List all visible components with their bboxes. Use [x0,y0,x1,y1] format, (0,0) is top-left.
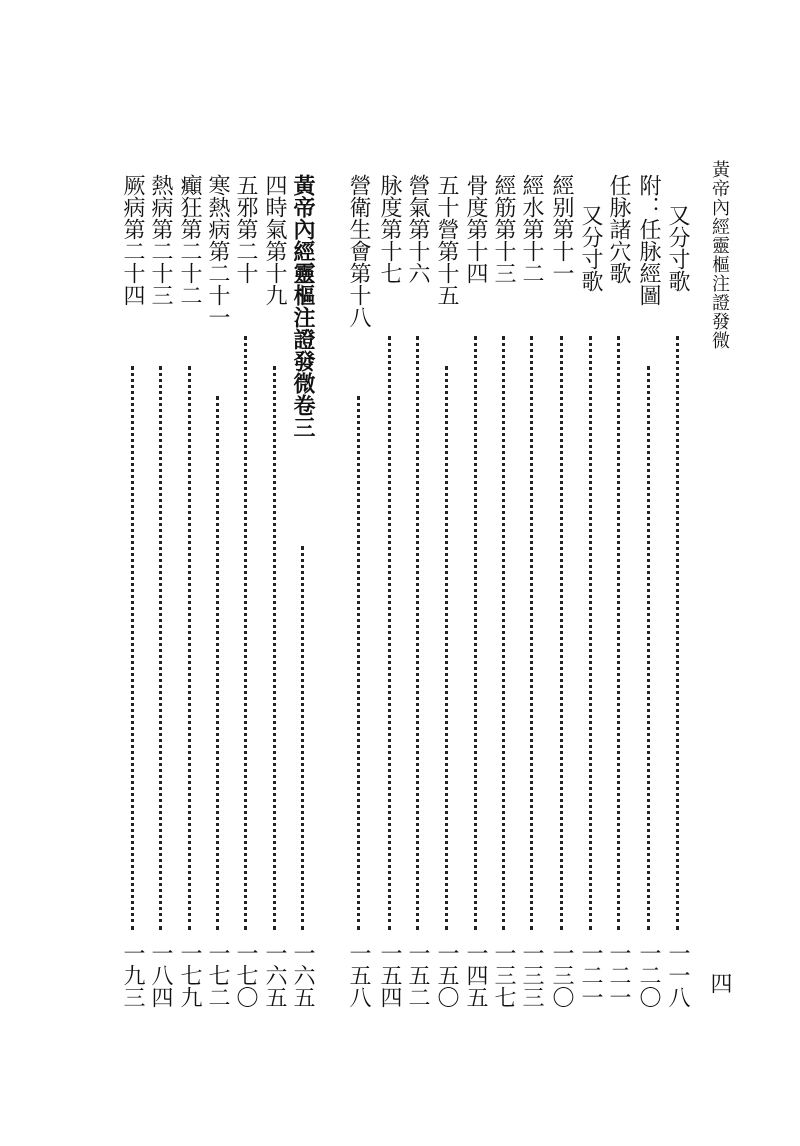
dot-leader [617,336,620,930]
toc-entry-title: 骨度第十四 [463,174,488,284]
dot-leader [445,366,448,930]
toc-entry-title: 經筋第十三 [491,174,516,284]
toc-entry-title: 任脉諸穴歌 [606,174,631,284]
toc-entry-title: 黃帝內經靈樞注證發微卷三 [290,174,315,438]
toc-entry-page: 一二一 [578,942,603,1008]
dot-leader [188,366,191,930]
dot-leader [273,366,276,930]
toc-entry-page: 一五八 [346,942,371,1008]
dot-leader [159,366,162,930]
running-title: 黃帝內經靈樞注證發微 [709,160,730,350]
toc-entry-title: 熱病第二十三 [148,174,173,306]
dot-leader [676,336,679,930]
dot-leader [560,336,563,930]
toc-entry-page: 一一八 [665,942,690,1008]
toc-entry-title: 附：任脉經圖 [636,174,661,306]
toc-entry-page: 一七九 [177,942,202,1008]
toc-entry-page: 一七二 [205,942,230,1008]
dot-leader [131,366,134,930]
toc-entry-title: 經别第十一 [549,174,574,284]
dot-leader [502,336,505,930]
toc-entry-page: 一七〇 [233,942,258,1008]
toc-entry-title: 寒熱病第二十一 [205,174,230,328]
toc-entry-page: 一六五 [290,942,315,1008]
toc-entry-page: 一二一 [606,942,631,1008]
toc-entry-page: 一三三 [519,942,544,1008]
dot-leader [647,366,650,930]
page-number: 四 [707,972,732,994]
dot-leader [530,336,533,930]
toc-entry-title: 厥病第二十四 [120,174,145,306]
toc-entry-page: 一三七 [491,942,516,1008]
toc-entry-title: 五邪第二十 [233,174,258,284]
toc-entry-title: 又分寸歌 [665,204,690,292]
dot-leader [388,336,391,930]
dot-leader [416,336,419,930]
dot-leader [357,396,360,930]
toc-entry-page: 一九三 [120,942,145,1008]
toc-entry-title: 五十營第十五 [434,174,459,306]
toc-entry-page: 一六五 [262,942,287,1008]
dot-leader [244,336,247,930]
toc-entry-title: 脉度第十七 [377,174,402,284]
toc-entry-page: 一五四 [377,942,402,1008]
toc-entry-title: 營氣第十六 [405,174,430,284]
toc-entry-title: 癲狂第二十二 [177,174,202,306]
toc-entry-title: 又分寸歌 [578,204,603,292]
toc-entry-page: 一四五 [463,942,488,1008]
dot-leader [589,336,592,930]
dot-leader [301,546,304,930]
dot-leader [216,396,219,930]
dot-leader [474,336,477,930]
toc-entry-page: 一八四 [148,942,173,1008]
toc-entry-page: 一五二 [405,942,430,1008]
toc-entry-page: 一二〇 [636,942,661,1008]
toc-entry-title: 營衛生會第十八 [346,174,371,328]
toc-entry-title: 經水第十二 [519,174,544,284]
toc-entry-title: 四時氣第十九 [262,174,287,306]
toc-entry-page: 一三〇 [549,942,574,1008]
toc-entry-page: 一五〇 [434,942,459,1008]
